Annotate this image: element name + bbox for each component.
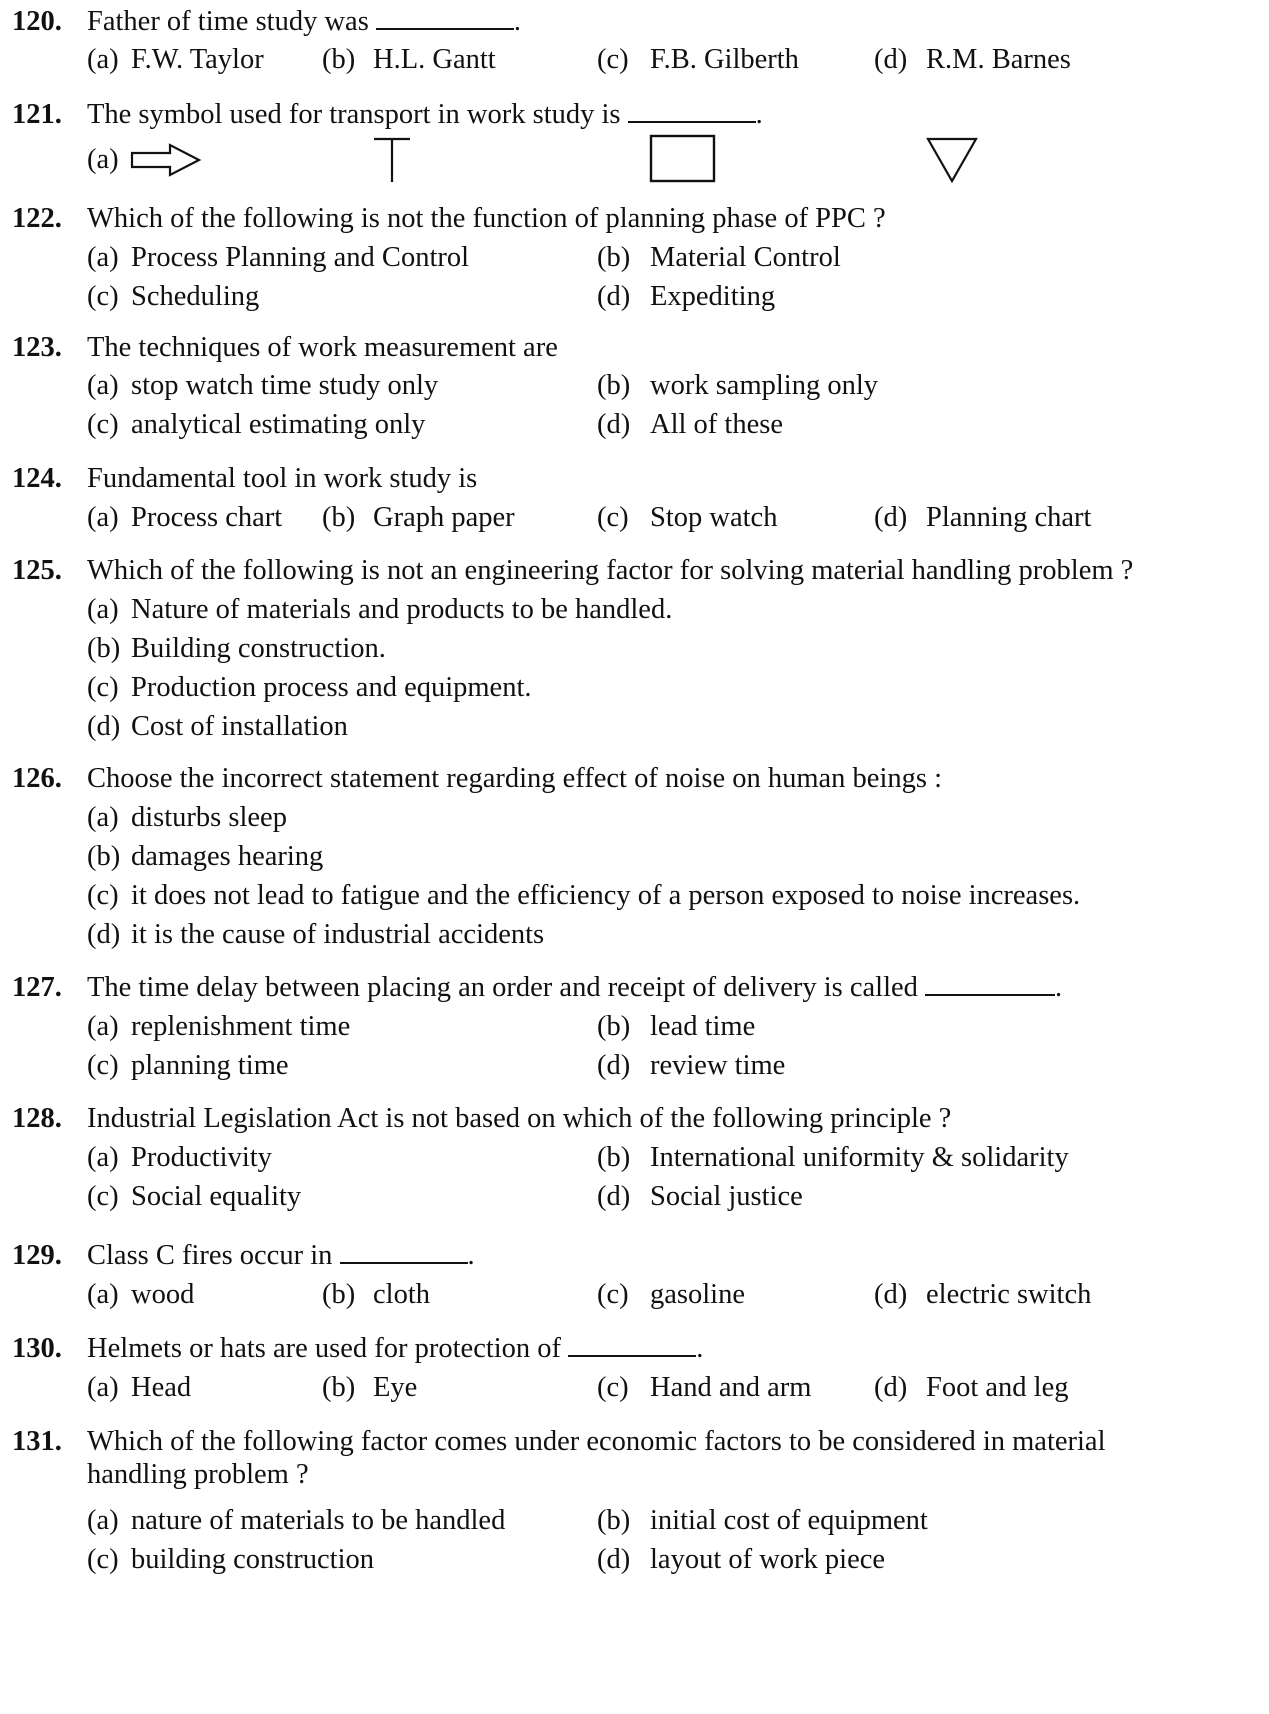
- option-label: (a): [87, 1372, 119, 1403]
- option-text: Process chart: [131, 502, 283, 533]
- option-text: wood: [131, 1279, 195, 1310]
- option-text: Social justice: [650, 1181, 803, 1212]
- option-text: Foot and leg: [926, 1372, 1069, 1403]
- option-text: lead time: [650, 1011, 756, 1042]
- question-text: Father of time study was .: [87, 6, 522, 37]
- option-text: Head: [131, 1372, 192, 1403]
- question-number: 126.: [12, 763, 62, 794]
- option-label: (a): [87, 1011, 119, 1042]
- option-text: damages hearing: [131, 841, 324, 872]
- question-number: 124.: [12, 463, 62, 494]
- option-text: planning time: [131, 1050, 289, 1081]
- answer-blank: [568, 1333, 696, 1357]
- option-label: (d): [874, 502, 908, 533]
- option-text: nature of materials to be handled: [131, 1505, 506, 1536]
- option-text: Social equality: [131, 1181, 302, 1212]
- question-text: handling problem ?: [87, 1459, 309, 1490]
- option-label: (c): [87, 1050, 119, 1081]
- option-text: F.B. Gilberth: [650, 44, 799, 75]
- option-label: (a): [87, 1505, 119, 1536]
- option-label: (d): [597, 281, 631, 312]
- question-text: Industrial Legislation Act is not based on which of the following principle ?: [87, 1103, 952, 1134]
- option-text: disturbs sleep: [131, 802, 287, 833]
- option-label: (d): [597, 1544, 631, 1575]
- option-text: Nature of materials and products to be handled.: [131, 594, 673, 625]
- question-text: The symbol used for transport in work study is .: [87, 99, 763, 130]
- option-label: (d): [597, 409, 631, 440]
- option-text: work sampling only: [650, 370, 878, 401]
- option-label: (b): [322, 1372, 356, 1403]
- option-label: (c): [87, 1181, 119, 1212]
- option-label: (c): [87, 281, 119, 312]
- option-label: (a): [87, 370, 119, 401]
- question-text: Which of the following factor comes under economic factors to be considered in material: [87, 1426, 1106, 1457]
- option-label: (c): [87, 880, 119, 911]
- right-arrow-icon: [130, 142, 202, 178]
- option-label: (c): [87, 1544, 119, 1575]
- option-label: (a): [87, 44, 119, 75]
- option-label: (a): [87, 594, 119, 625]
- question-number: 130.: [12, 1333, 62, 1364]
- option-label: (b): [322, 1279, 356, 1310]
- option-label: (a): [87, 502, 119, 533]
- option-text: Stop watch: [650, 502, 778, 533]
- option-text: Productivity: [131, 1142, 272, 1173]
- option-text: R.M. Barnes: [926, 44, 1071, 75]
- option-text: Process Planning and Control: [131, 242, 470, 273]
- question-text: Choose the incorrect statement regarding effect of noise on human beings :: [87, 763, 942, 794]
- option-text: Cost of installation: [131, 711, 348, 742]
- option-label: (b): [597, 1505, 631, 1536]
- option-text: Graph paper: [373, 502, 515, 533]
- option-label: (c): [597, 44, 629, 75]
- option-label: (b): [597, 370, 631, 401]
- option-label: (b): [322, 44, 356, 75]
- option-text: H.L. Gantt: [373, 44, 496, 75]
- t-shape-icon: [372, 136, 412, 184]
- option-label: (b): [597, 1142, 631, 1173]
- question-number: 131.: [12, 1426, 62, 1457]
- option-text: layout of work piece: [650, 1544, 886, 1575]
- option-text: Expediting: [650, 281, 776, 312]
- option-text: All of these: [650, 409, 783, 440]
- option-text: it does not lead to fatigue and the efficiency of a person exposed to noise increases.: [131, 880, 1081, 911]
- option-text: cloth: [373, 1279, 430, 1310]
- option-text: International uniformity & solidarity: [650, 1142, 1069, 1173]
- question-number: 121.: [12, 99, 62, 130]
- question-text: The techniques of work measurement are: [87, 332, 558, 363]
- question-number: 123.: [12, 332, 62, 363]
- option-label: (c): [597, 1279, 629, 1310]
- option-label: (d): [597, 1050, 631, 1081]
- question-number: 122.: [12, 203, 62, 234]
- question-number: 127.: [12, 972, 62, 1003]
- option-label: (d): [874, 1279, 908, 1310]
- square-icon: [649, 134, 717, 184]
- option-label: (b): [597, 242, 631, 273]
- option-text: Planning chart: [926, 502, 1092, 533]
- answer-blank: [925, 972, 1055, 996]
- question-text: Class C fires occur in .: [87, 1240, 475, 1271]
- option-label: (c): [597, 502, 629, 533]
- option-text: building construction: [131, 1544, 375, 1575]
- option-label: (b): [87, 841, 121, 872]
- option-text: Eye: [373, 1372, 418, 1403]
- option-text: Production process and equipment.: [131, 672, 532, 703]
- answer-blank: [340, 1240, 468, 1264]
- option-label: (b): [597, 1011, 631, 1042]
- option-label: (b): [322, 502, 356, 533]
- option-text: gasoline: [650, 1279, 745, 1310]
- option-label: (a): [87, 1279, 119, 1310]
- option-text: stop watch time study only: [131, 370, 439, 401]
- option-text: Building construction.: [131, 633, 386, 664]
- option-text: electric switch: [926, 1279, 1092, 1310]
- option-text: Scheduling: [131, 281, 260, 312]
- answer-blank: [628, 99, 756, 123]
- option-text: Material Control: [650, 242, 841, 273]
- option-label: (a): [87, 802, 119, 833]
- option-label: (c): [87, 672, 119, 703]
- option-label: (d): [597, 1181, 631, 1212]
- option-label: (a): [87, 1142, 119, 1173]
- question-number: 125.: [12, 555, 62, 586]
- option-text: F.W. Taylor: [131, 44, 264, 75]
- option-label: (d): [874, 1372, 908, 1403]
- option-text: analytical estimating only: [131, 409, 426, 440]
- option-text: initial cost of equipment: [650, 1505, 928, 1536]
- option-text: Hand and arm: [650, 1372, 812, 1403]
- option-text: replenishment time: [131, 1011, 351, 1042]
- inverted-triangle-icon: [926, 136, 978, 184]
- option-text: it is the cause of industrial accidents: [131, 919, 545, 950]
- option-label: (d): [874, 44, 908, 75]
- option-label: (d): [87, 919, 121, 950]
- question-text: The time delay between placing an order and receipt of delivery is called .: [87, 972, 1063, 1003]
- question-number: 128.: [12, 1103, 62, 1134]
- answer-blank: [376, 6, 514, 30]
- question-number: 129.: [12, 1240, 62, 1271]
- question-text: Fundamental tool in work study is: [87, 463, 478, 494]
- option-label: (d): [87, 711, 121, 742]
- option-label: (a): [87, 242, 119, 273]
- question-number: 120.: [12, 6, 62, 37]
- question-text: Which of the following is not the function of planning phase of PPC ?: [87, 203, 886, 234]
- option-text: review time: [650, 1050, 786, 1081]
- question-text: Which of the following is not an engineering factor for solving material handling problem ?: [87, 555, 1134, 586]
- option-label: (a): [87, 144, 119, 175]
- question-text: Helmets or hats are used for protection of .: [87, 1333, 704, 1364]
- option-label: (b): [87, 633, 121, 664]
- option-label: (c): [87, 409, 119, 440]
- option-label: (c): [597, 1372, 629, 1403]
